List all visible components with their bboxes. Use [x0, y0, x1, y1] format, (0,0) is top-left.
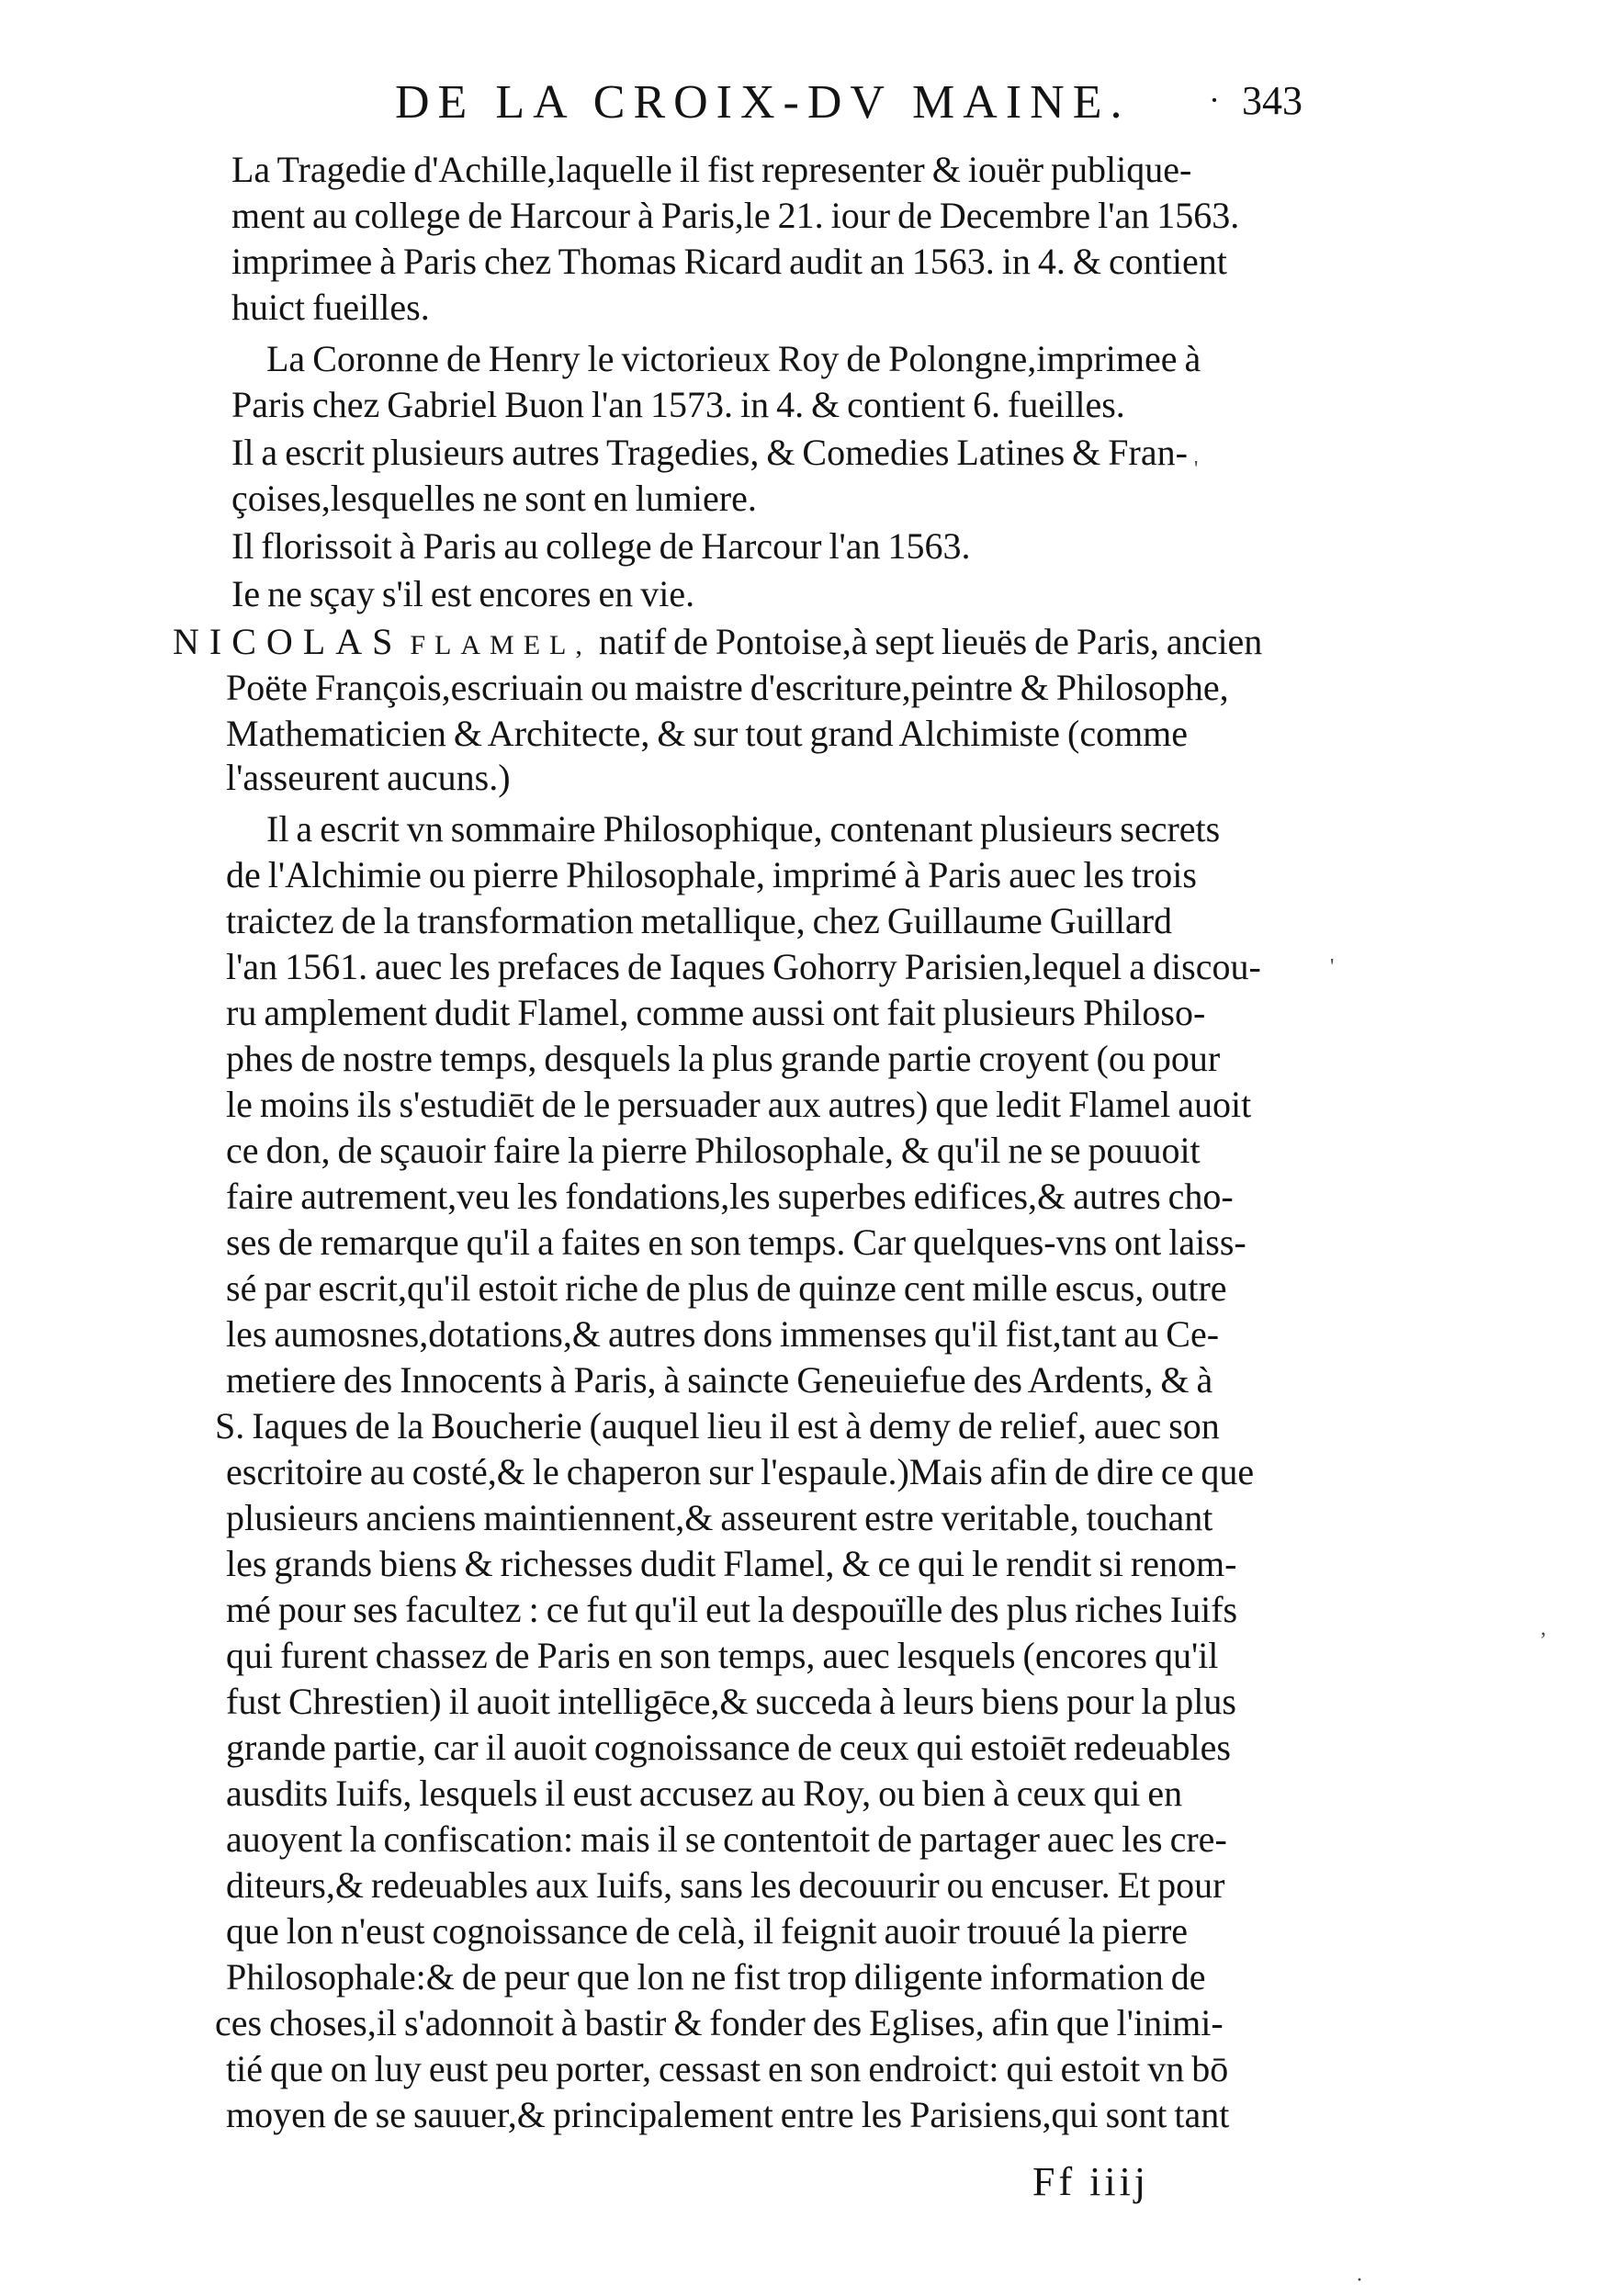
text-line: ment au college de Harcour à Paris,le 21. iour de Decembre l'an 1563.	[231, 195, 1240, 236]
running-head-title: DE LA CROIX-DV MAINE.	[395, 76, 1131, 129]
text-line: Il a escrit plusieurs autres Tragedies, & Comedies Latines & Fran-	[231, 432, 1188, 473]
text-line: faire autrement,veu les fondations,les superbes edifices,& autres cho-	[226, 1176, 1234, 1217]
text-line: Il florissoit à Paris au college de Harcour l'an 1563.	[231, 525, 971, 567]
text-line: metiere des Innocents à Paris, à saincte Geneuiefue des Ardents, & à	[226, 1359, 1213, 1401]
text-line: diteurs,& redeuables aux Iuifs, sans les decouurir ou encuser. Et pour	[226, 1864, 1225, 1906]
text-line: imprimee à Paris chez Thomas Ricard audit an 1563. in 4. & contient	[231, 241, 1227, 282]
running-head-dot: ·	[1209, 82, 1220, 118]
running-head	[0, 75, 1624, 140]
text-line: traictez de la transformation metallique, chez Guillaume Guillard	[226, 900, 1173, 941]
text-line: l'an 1561. auec les prefaces de Iaques Gohorry Parisien,lequel a discou-	[226, 946, 1261, 987]
text-line: que lon n'eust cognoissance de celà, il feignit auoir trouué la pierre	[226, 1910, 1189, 1952]
text-line: mé pour ses facultez : ce fut qu'il eut la despouïlle des plus riches Iuifs	[226, 1589, 1238, 1630]
text-line: La Tragedie d'Achille,laquelle il fist representer & iouër publique-	[231, 149, 1192, 190]
text-line: grande partie, car il auoit cognoissance de ceux qui estoiēt redeuables	[226, 1727, 1231, 1768]
text-line: phes de nostre temps, desquels la plus grande partie croyent (ou pour	[226, 1038, 1221, 1079]
text-line: huict fueilles.	[231, 287, 430, 328]
text-line: ses de remarque qu'il a faites en son temps. Car quelques-vns ont laiss-	[226, 1221, 1246, 1263]
text-line: de l'Alchimie ou pierre Philosophale, imprimé à Paris auec les trois	[226, 854, 1197, 895]
text-line: Il a escrit vn sommaire Philosophique, contenant plusieurs secrets	[266, 808, 1221, 850]
author-first-name: NICOLAS	[173, 621, 403, 662]
ink-speck: ‚	[1539, 1616, 1547, 1640]
text-line: ces choses,il s'adonnoit à bastir & fonder des Eglises, afin que l'inimi-	[215, 2002, 1224, 2043]
ink-speck: '	[1194, 457, 1199, 481]
text-line: Mathematicien & Architecte, & sur tout grand Alchimiste (comme	[226, 713, 1189, 754]
entry-heading-line	[173, 621, 1262, 667]
text-line: ce don, de sçauoir faire la pierre Philosophale, & qu'il ne se pouuoit	[226, 1130, 1201, 1171]
text-line: auoyent la confiscation: mais il se contentoit de partager auec les cre-	[226, 1818, 1227, 1860]
text-line: tié que on luy eust peu porter, cessast en son endroict: qui estoit vn bō	[226, 2048, 1229, 2089]
text-line: Ie ne sçay s'il est encores en vie.	[231, 573, 695, 614]
text-line: Poëte François,escriuain ou maistre d'escriture,peintre & Philosophe,	[226, 667, 1229, 708]
ink-speck: ·	[1356, 2268, 1363, 2292]
text-line: çoises,lesquelles ne sont en lumiere.	[231, 478, 757, 519]
text-line: ru amplement dudit Flamel, comme aussi ont fait plusieurs Philoso-	[226, 992, 1206, 1033]
text-line: S. Iaques de la Boucherie (auquel lieu il est à demy de relief, auec son	[215, 1405, 1220, 1446]
text-line: le moins ils s'estudiēt de le persuader aux autres) que ledit Flamel auoit	[226, 1084, 1252, 1125]
text-line: Paris chez Gabriel Buon l'an 1573. in 4. & contient 6. fueilles.	[231, 384, 1125, 425]
text-line: ausdits Iuifs, lesquels il eust accusez au Roy, ou bien à ceux qui en	[226, 1773, 1183, 1814]
signature-mark: Ff iiij	[1032, 2159, 1150, 2204]
author-last-name: FLAMEL,	[410, 630, 592, 660]
text-line: escritoire au costé,& le chaperon sur l'espaule.)Mais afin de dire ce que	[226, 1451, 1255, 1492]
text-line: Philosophale:& de peur que lon ne fist trop diligente information de	[226, 1956, 1206, 1998]
text-line: plusieurs anciens maintiennent,& asseurent estre veritable, touchant	[226, 1497, 1213, 1538]
text-line: La Coronne de Henry le victorieux Roy de Polongne,imprimee à	[266, 338, 1201, 379]
text-line: sé par escrit,qu'il estoit riche de plus de quinze cent mille escus, outre	[226, 1267, 1227, 1309]
text-line: fust Chrestien) il auoit intelligēce,& succeda à leurs biens pour la plus	[226, 1681, 1236, 1722]
text-line: moyen de se sauuer,& principalement entre les Parisiens,qui sont tant	[226, 2094, 1230, 2135]
text-line: l'asseurent aucuns.)	[226, 757, 511, 798]
text-line: les grands biens & richesses dudit Flamel, & ce qui le rendit si renom-	[226, 1543, 1237, 1584]
ink-speck: '	[1330, 955, 1335, 979]
text-line: les aumosnes,dotations,& autres dons immenses qu'il fist,tant au Ce-	[226, 1313, 1220, 1355]
entry-heading-rest: natif de Pontoise,à sept lieuës de Paris, ancien	[598, 621, 1263, 662]
text-line: qui furent chassez de Paris en son temps, auec lesquels (encores qu'il	[226, 1635, 1219, 1676]
page-number: 343	[1242, 78, 1303, 123]
